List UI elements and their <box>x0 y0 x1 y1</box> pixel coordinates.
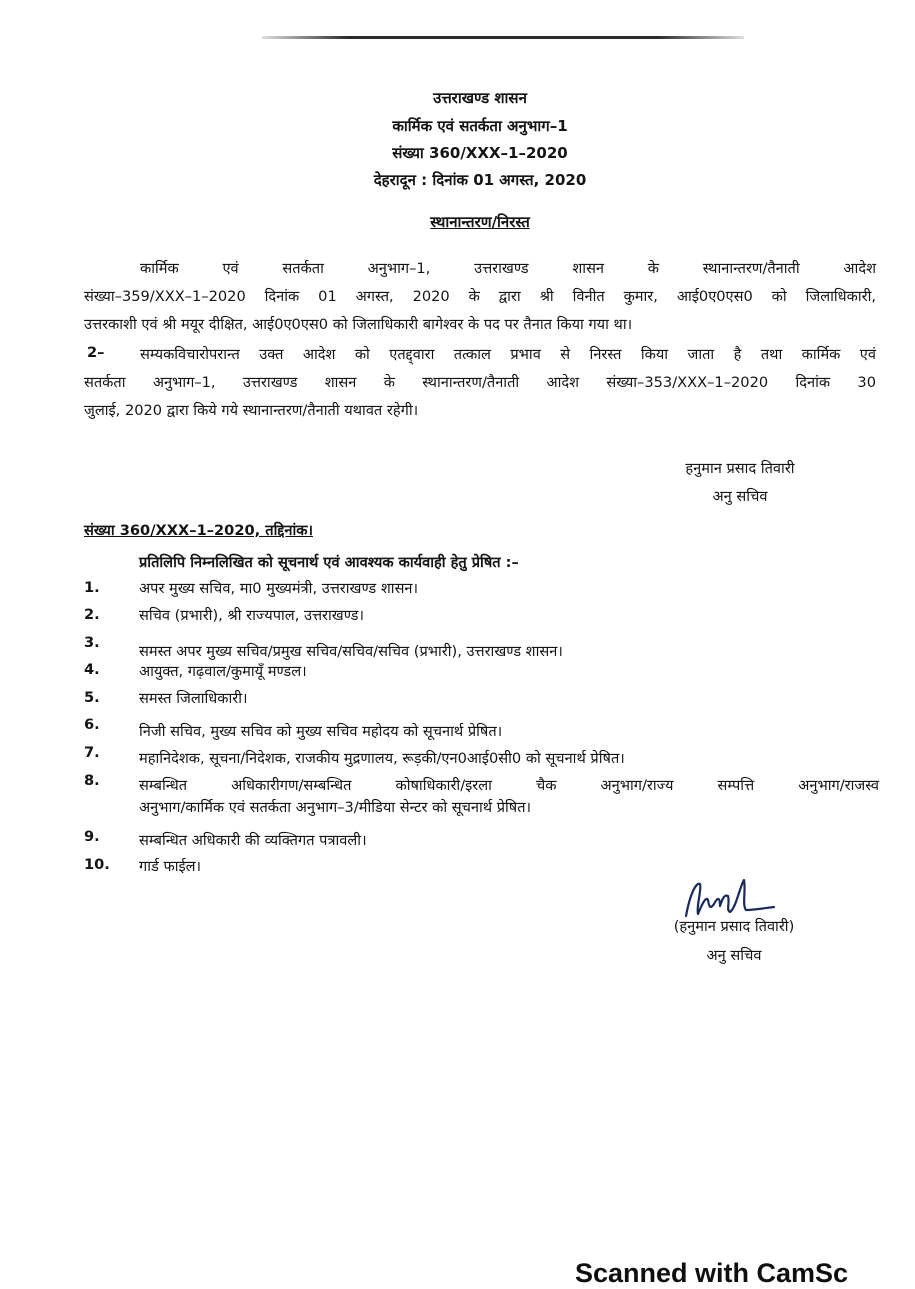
department-name: कार्मिक एवं सतर्कता अनुभाग–1 <box>392 117 568 135</box>
list-item: सचिव (प्रभारी), श्री राज्यपाल, उत्तराखण्ड। <box>139 607 365 624</box>
para1-line3: उत्तरकाशी एवं श्री मयूर दीक्षित, आई0ए0एस0 को जिलाधिकारी बागेश्वर के पद पर तैनात किया गया था। <box>84 316 633 333</box>
list-item: निजी सचिव, मुख्य सचिव को मुख्य सचिव महोदय को सूचनार्थ प्रेषित। <box>139 723 503 740</box>
list-item-number: 9. <box>84 828 100 845</box>
signatory-2-name: (हनुमान प्रसाद तिवारी) <box>673 918 795 935</box>
order-number: संख्या 360/XXX–1–2020 <box>392 144 568 162</box>
list-item: अपर मुख्य सचिव, मा0 मुख्यमंत्री, उत्तराखण्ड शासन। <box>139 580 419 597</box>
list-item: आयुक्त, गढ़वाल/कुमायूँ मण्डल। <box>139 663 307 680</box>
para2-line2: सतर्कता अनुभाग–1, उत्तराखण्ड शासन के स्थानान्तरण/तैनाती आदेश संख्या–353/XXX–1–2020 दिनांक 30 <box>84 374 876 391</box>
list-item-number: 6. <box>84 716 100 733</box>
paragraph-2 <box>84 341 876 425</box>
signatory-2-designation: अनु सचिव <box>706 947 762 964</box>
para2-number: 2– <box>87 344 105 361</box>
para1-line2: संख्या–359/XXX–1–2020 दिनांक 01 अगस्त, 2020 के द्वारा श्री विनीत कुमार, आई0ए0एस0 को जिलाधिकारी, <box>84 288 876 305</box>
list-item <box>139 775 879 819</box>
govt-name: उत्तराखण्ड शासन <box>433 89 527 107</box>
list-item-number: 1. <box>84 579 100 596</box>
list-item-number: 4. <box>84 661 100 678</box>
signatory-1-name: हनुमान प्रसाद तिवारी <box>685 460 795 477</box>
subject-heading: स्थानान्तरण/निरस्त <box>430 213 530 231</box>
list-item: समस्त जिलाधिकारी। <box>139 690 248 707</box>
list-item: सम्बन्धित अधिकारी की व्यक्तिगत पत्रावली। <box>139 832 367 849</box>
list-item: महानिदेशक, सूचना/निदेशक, राजकीय मुद्रणालय, रूड़की/एन0आई0सी0 को सूचनार्थ प्रेषित। <box>139 750 625 767</box>
copy-intro: प्रतिलिपि निम्नलिखित को सूचनार्थ एवं आवश्यक कार्यवाही हेतु प्रेषित :– <box>139 554 519 571</box>
paragraph-1 <box>84 255 876 339</box>
para2-line3: जुलाई, 2020 द्वारा किये गये स्थानान्तरण/तैनाती यथावत रहेगी। <box>84 402 419 419</box>
list-item: समस्त अपर मुख्य सचिव/प्रमुख सचिव/सचिव/सचिव (प्रभारी), उत्तराखण्ड शासन। <box>139 643 563 660</box>
para2-line1: सम्यकविचारोपरान्त उक्त आदेश को एतद्द्वारा तत्काल प्रभाव से निरस्त किया जाता है तथा कार्मिक एवं <box>140 346 876 363</box>
place-date: देहरादून : दिनांक 01 अगस्त, 2020 <box>373 171 587 189</box>
signatory-1-designation: अनु सचिव <box>712 488 768 505</box>
para1-line1: कार्मिक एवं सतर्कता अनुभाग–1, उत्तराखण्ड शासन के स्थानान्तरण/तैनाती आदेश <box>140 260 876 277</box>
scanner-watermark: Scanned with CamSc <box>575 1258 849 1288</box>
list-item-line2: अनुभाग/कार्मिक एवं सतर्कता अनुभाग–3/मीडिया सेन्टर को सूचनार्थ प्रेषित। <box>139 799 532 816</box>
list-item-number: 10. <box>84 856 110 873</box>
list-item: गार्ड फाईल। <box>139 858 202 875</box>
list-item-number: 2. <box>84 606 100 623</box>
copy-reference: संख्या 360/XXX–1–2020, तद्दिनांक। <box>84 522 314 539</box>
top-rule <box>262 36 744 39</box>
list-item-number: 5. <box>84 689 100 706</box>
list-item-number: 3. <box>84 634 100 651</box>
list-item-line1: सम्बन्धित अधिकारीगण/सम्बन्धित कोषाधिकारी/इरला चैक अनुभाग/राज्य सम्पत्ति अनुभाग/राजस्व <box>139 777 879 794</box>
list-item-number: 8. <box>84 772 100 789</box>
list-item-number: 7. <box>84 744 100 761</box>
